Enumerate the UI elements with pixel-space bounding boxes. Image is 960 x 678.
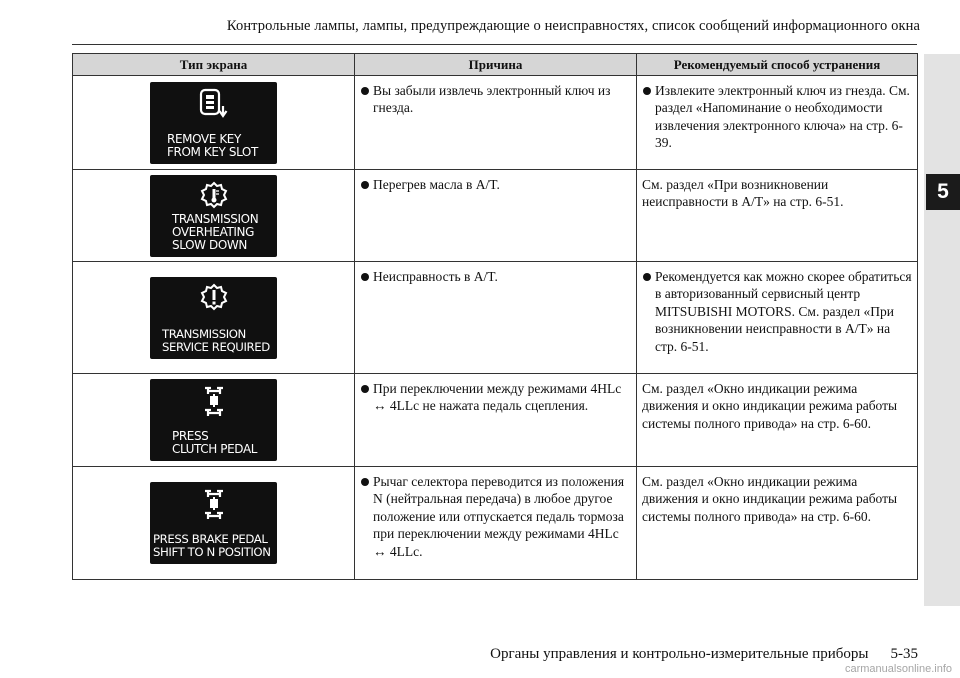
cause-cell [355, 76, 637, 170]
column-header-remedy: Рекомендуемый способ устранения [637, 54, 918, 76]
remedy-text: См. раздел «При возникновении неисправности в A/T» на стр. 6-51. [642, 177, 844, 210]
table-row [73, 262, 918, 374]
4wd-drivetrain-icon [202, 385, 226, 419]
key-slot-icon [199, 88, 229, 120]
remedy-bullet: Рекомендуется как можно скорее обратиться в авторизованный сервисный центр MITSUBISHI MOTORS. См. раздел «При возникновении неисправности в A/T» на стр. 6-51. [642, 268, 913, 355]
screen-message: TRANSMISSION SERVICE REQUIRED [162, 326, 270, 354]
column-header-screen-type: Тип экрана [73, 54, 355, 76]
transmission-warning-icon [200, 283, 228, 313]
screen-message: PRESS CLUTCH PEDAL [172, 429, 258, 456]
watermark: carmanualsonline.info [844, 663, 952, 675]
display-screen [150, 175, 277, 257]
cause-cell [355, 170, 637, 262]
remedy-cell [637, 467, 918, 580]
display-screen [150, 482, 277, 564]
table-row [73, 76, 918, 170]
chapter-side-tab [924, 54, 960, 606]
column-header-cause: Причина [355, 54, 637, 76]
page-header: Контрольные лампы, лампы, предупреждающие о неисправностях, список сообщений информационного окна [226, 18, 920, 34]
cause-cell [355, 262, 637, 374]
chapter-number-badge: 5 [926, 174, 960, 210]
display-screen [150, 82, 277, 164]
display-screen [150, 277, 277, 359]
screen-type-cell [73, 262, 355, 374]
footer-section-title: Органы управления и контрольно-измерительные приборы [490, 646, 869, 662]
remedy-bullet: Извлеките электронный ключ из гнезда. См. раздел «Напоминание о необходимости извлечения электронного ключа» на стр. 6-39. [642, 82, 913, 152]
screen-message: TRANSMISSION OVERHEATING SLOW DOWN [172, 211, 259, 252]
page-footer [300, 646, 918, 663]
remedy-cell [637, 170, 918, 262]
cause-bullet: Неисправность в A/T. [360, 268, 632, 285]
cause-bullet: Перегрев масла в A/T. [360, 176, 632, 193]
cause-bullet: При переключении между режимами 4HLc ↔ 4LLc не нажата педаль сцепления. [360, 380, 632, 415]
table-header-row [73, 54, 918, 76]
4wd-drivetrain-icon [202, 488, 226, 522]
table-row [73, 467, 918, 580]
cause-cell [355, 467, 637, 580]
cause-bullet: Вы забыли извлечь электронный ключ из гнезда. [360, 82, 632, 117]
remedy-text: См. раздел «Окно индикации режима движения и окно индикации режима работы системы полного привода» на стр. 6-60. [642, 474, 898, 524]
transmission-temperature-icon [200, 181, 228, 211]
display-screen [150, 379, 277, 461]
remedy-text: См. раздел «Окно индикации режима движения и окно индикации режима работы системы полного привода» на стр. 6-60. [642, 381, 898, 431]
page-number: 5-35 [890, 646, 918, 662]
screen-message: REMOVE KEY FROM KEY SLOT [167, 131, 258, 159]
remedy-cell [637, 76, 918, 170]
screen-type-cell [73, 76, 355, 170]
remedy-cell [637, 374, 918, 467]
message-table [72, 53, 918, 580]
cause-bullet: Рычаг селектора переводится из положения N (нейтральная передача) в любое другое положение или отпускается педаль тормоза при переключении между режимами 4HLc ↔ 4LLc. [360, 473, 632, 560]
screen-type-cell [73, 467, 355, 580]
header-divider [72, 44, 917, 45]
cause-cell [355, 374, 637, 467]
screen-type-cell [73, 374, 355, 467]
screen-type-cell [73, 170, 355, 262]
remedy-cell [637, 262, 918, 374]
table-row [73, 170, 918, 262]
screen-message: PRESS BRAKE PEDAL SHIFT TO N POSITION [153, 532, 271, 559]
table-row [73, 374, 918, 467]
